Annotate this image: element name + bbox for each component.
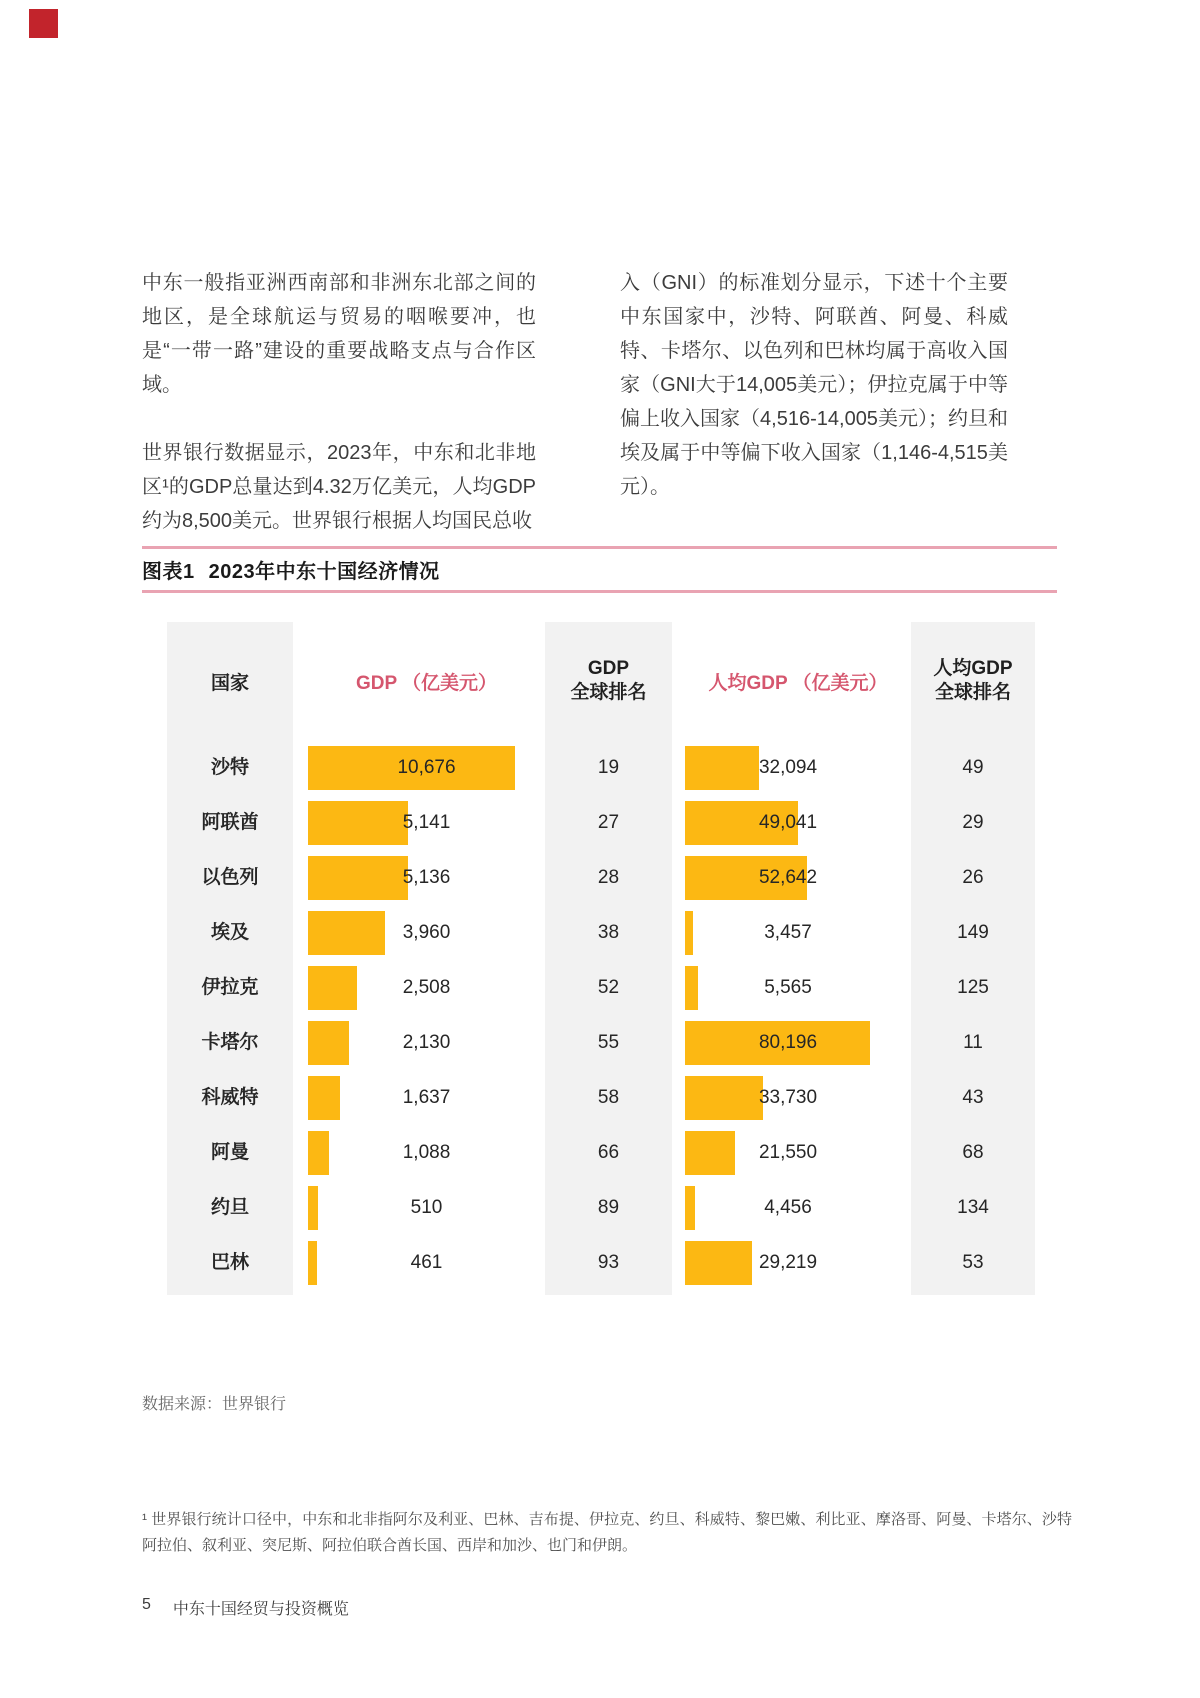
figure-title: [142, 549, 1057, 590]
country-label: 阿联酋: [201, 812, 259, 833]
page-number: 5: [142, 1596, 151, 1613]
page-footer: [142, 1596, 349, 1619]
col-header-country: 国家: [210, 672, 249, 694]
table-row: [142, 960, 1057, 1015]
country-label: 阿曼: [210, 1142, 249, 1163]
gdp-rank: 27: [597, 812, 620, 833]
col-header-gdp-rank-line1: GDP: [587, 658, 630, 679]
gdp-value: 1,088: [402, 1142, 451, 1163]
country-label: 约旦: [210, 1197, 249, 1218]
brand-logo-square: [29, 9, 58, 38]
pc-gdp-rank: 68: [962, 1142, 984, 1163]
table-header: [142, 622, 1057, 740]
table-row: [142, 1180, 1057, 1235]
col-header-pc-gdp: 人均GDP （亿美元）: [708, 672, 888, 694]
country-label: 巴林: [210, 1252, 249, 1273]
gdp-rank: 19: [597, 757, 620, 778]
gdp-value: 510: [410, 1197, 443, 1218]
data-source-note: 数据来源：世界银行: [142, 1396, 287, 1413]
pc-gdp-rank: 49: [962, 757, 984, 778]
country-label: 卡塔尔: [201, 1032, 259, 1053]
figure-1: [142, 546, 1057, 1413]
figure-bottom-rule: [142, 590, 1057, 593]
table-row: [142, 1070, 1057, 1125]
pc-gdp-rank: 11: [963, 1032, 983, 1053]
gdp-rank: 89: [597, 1197, 620, 1218]
gdp-rank: 66: [597, 1142, 620, 1163]
col-header-pc-rank: [911, 622, 1035, 740]
pc-gdp-value: 4,456: [764, 1197, 812, 1218]
intro-right-column: [620, 266, 1008, 538]
gdp-rank: 93: [597, 1252, 620, 1273]
pc-gdp-value: 5,565: [764, 977, 812, 998]
gdp-rank: 38: [597, 922, 620, 943]
gdp-value: 2,508: [402, 977, 451, 998]
intro-paragraph-1: 中东一般指亚洲西南部和非洲东北部之间的地区，是全球航运与贸易的咽喉要冲，也是“一带一路”建设的重要战略支点与合作区域。: [142, 272, 536, 396]
gdp-rank: 52: [597, 977, 620, 998]
document-title: 中东十国经贸与投资概览: [172, 1601, 349, 1618]
col-header-gdp-rank-line2: 全球排名: [570, 682, 647, 703]
pc-gdp-rank: 26: [962, 867, 984, 888]
country-label: 以色列: [201, 867, 259, 888]
table-row: [142, 1125, 1057, 1180]
pc-gdp-value: 49,041: [758, 812, 818, 833]
intro-paragraph-3: 入（GNI）的标准划分显示，下述十个主要中东国家中，沙特、阿联酋、阿曼、科威特、卡塔尔、以色列和巴林均属于高收入国家（GNI大于14,005美元）；伊拉克属于中等偏上收入国家（4,516-14,005美元）；约旦和埃及属于中等偏下收入国家（1,146-4,515美元）。: [620, 272, 1008, 498]
pc-gdp-value: 29,219: [758, 1252, 818, 1273]
pc-gdp-rank: 125: [957, 977, 989, 998]
pc-gdp-rank: 149: [957, 922, 989, 943]
country-label: 埃及: [210, 922, 249, 943]
gdp-value: 5,141: [402, 812, 451, 833]
gdp-rank: 58: [597, 1087, 620, 1108]
intro-paragraph-2: 世界银行数据显示，2023年，中东和北非地区¹的GDP总量达到4.32万亿美元，人均GDP约为8,500美元。世界银行根据人均国民总收: [142, 442, 536, 532]
figure-title-text: 2023年中东十国经济情况: [208, 561, 440, 583]
col-header-pc-rank-line2: 全球排名: [934, 682, 1011, 703]
pc-gdp-value: 32,094: [758, 757, 818, 778]
country-label: 伊拉克: [201, 977, 259, 998]
table-rows: [142, 740, 1057, 1290]
gdp-value: 2,130: [402, 1032, 451, 1053]
table-row: [142, 850, 1057, 905]
gdp-rank: 28: [597, 867, 620, 888]
footnote: ¹ 世界银行统计口径中，中东和北非指阿尔及利亚、巴林、吉布提、伊拉克、约旦、科威特、黎巴嫩、利比亚、摩洛哥、阿曼、卡塔尔、沙特阿拉伯、叙利亚、突尼斯、阿拉伯联合酋长国、西岸和加沙、也门和伊朗。: [142, 1511, 1072, 1554]
gdp-value: 5,136: [402, 867, 451, 888]
table-row: [142, 905, 1057, 960]
table-row: [142, 1235, 1057, 1290]
pc-gdp-value: 21,550: [758, 1142, 818, 1163]
gdp-value: 1,637: [402, 1087, 451, 1108]
table-row: [142, 795, 1057, 850]
figure-label: 图表1: [142, 561, 195, 583]
gdp-value: 10,676: [397, 757, 456, 778]
gdp-value: 3,960: [402, 922, 451, 943]
country-label: 科威特: [201, 1087, 259, 1108]
gdp-value: 461: [410, 1252, 443, 1273]
economy-table: [142, 622, 1057, 1413]
intro-left-column: [142, 266, 536, 572]
country-label: 沙特: [210, 757, 249, 778]
pc-gdp-value: 33,730: [758, 1087, 818, 1108]
pc-gdp-value: 3,457: [764, 922, 812, 943]
table-row: [142, 740, 1057, 795]
pc-gdp-rank: 43: [962, 1087, 984, 1108]
pc-gdp-rank: 29: [962, 812, 984, 833]
table-row: [142, 1015, 1057, 1070]
gdp-rank: 55: [597, 1032, 620, 1053]
col-header-gdp-rank: [545, 622, 672, 740]
pc-gdp-value: 52,642: [758, 867, 818, 888]
col-header-gdp: GDP （亿美元）: [355, 672, 498, 694]
pc-gdp-value: 80,196: [758, 1032, 818, 1053]
col-header-pc-rank-line1: 人均GDP: [933, 658, 1013, 679]
pc-gdp-rank: 134: [957, 1197, 989, 1218]
pc-gdp-rank: 53: [962, 1252, 984, 1273]
